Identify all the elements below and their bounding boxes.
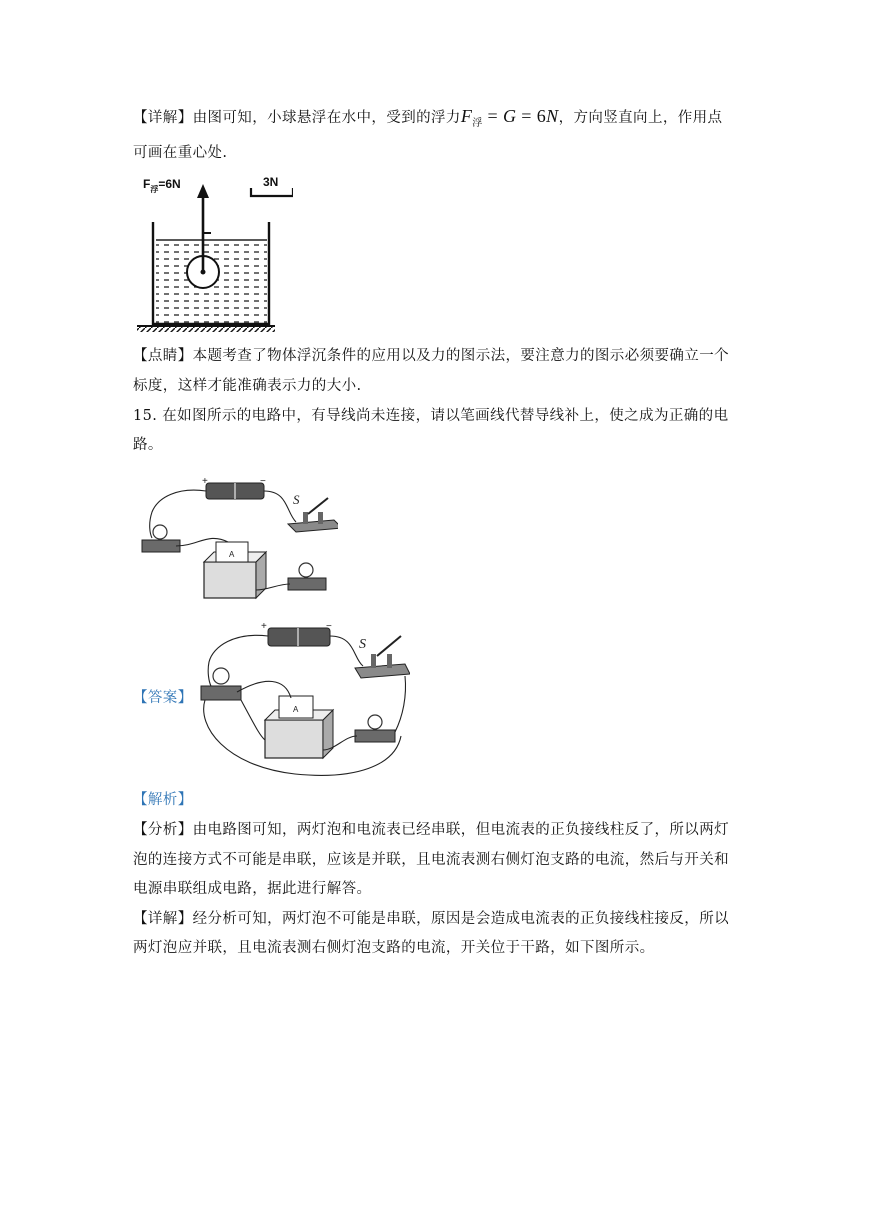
wire-battery-switch (264, 491, 296, 522)
question15-line2: 路。 (133, 437, 163, 453)
detail1-line2: 可画在重心处. (133, 145, 228, 161)
ammeter-label: A (229, 550, 235, 559)
answer-switch-base (355, 664, 410, 678)
right-bulb (299, 563, 313, 577)
answer-wire-6 (241, 700, 265, 740)
answer-ammeter-body (265, 720, 323, 758)
answer-label: 【答案】 (133, 690, 193, 706)
comment-line2: 标度，这样才能准确表示力的大小. (133, 378, 362, 394)
ammeter-body (204, 562, 256, 598)
switch-post (303, 512, 308, 524)
detail1-line1 (133, 106, 722, 130)
right-bulb-base (288, 578, 326, 590)
battery-plus-label: + (202, 476, 208, 487)
buoyancy-arrow-head (197, 184, 209, 198)
question15-line1: 15. 在如图所示的电路中，有导线尚未连接，请以笔画线代替导线补上，使之成为正确的电 (133, 408, 729, 424)
floating-ball-diagram (133, 172, 293, 336)
answer-battery (268, 628, 330, 646)
floating-ball-figure (133, 172, 293, 336)
scale-bracket (251, 188, 293, 196)
answer-battery-minus: − (326, 621, 332, 632)
left-bulb (153, 525, 167, 539)
battery-minus-label: − (260, 476, 266, 487)
detail1-prefix: 【详解】由图可知，小球悬浮在水中，受到的浮力 (133, 110, 461, 126)
detail1-suffix: ，方向竖直向上，作用点 (558, 110, 723, 126)
analysis-detail-line2: 两灯泡应并联，且电流表测右侧灯泡支路的电流，开关位于干路，如下图所示。 (133, 940, 655, 956)
switch-label: S (293, 492, 300, 507)
circuit-answer-diagram (195, 616, 410, 782)
circuit-question-diagram (138, 472, 338, 600)
ground-hatch (137, 326, 275, 332)
switch-lever (308, 498, 328, 514)
answer-ammeter-label: A (293, 705, 299, 714)
answer-left-bulb (213, 668, 229, 684)
answer-battery-plus: + (261, 621, 267, 632)
analysis-label: 【解析】 (133, 792, 193, 808)
answer-left-bulb-base (201, 686, 241, 700)
left-bulb-base (142, 540, 180, 552)
comment-line1: 【点睛】本题考查了物体浮沉条件的应用以及力的图示法，要注意力的图示必须要确立一个 (133, 348, 729, 364)
answer-switch-lever (377, 636, 401, 656)
analysis-fenxi-line3: 电源串联组成电路，据此进行解答。 (133, 881, 372, 897)
analysis-fenxi-line2: 泡的连接方式不可能是串联，应该是并联，且电流表测右侧灯泡支路的电流，然后与开关和 (133, 852, 729, 868)
analysis-detail-line1: 【详解】经分析可知，两灯泡不可能是串联，原因是会造成电流表的正负接线柱接反，所以 (133, 911, 729, 927)
answer-right-bulb-base (355, 730, 395, 742)
buoyancy-formula: $F_浮 = G = 6N$ (460, 106, 559, 129)
answer-switch-label: S (359, 637, 366, 652)
scale-label: 3N (263, 175, 279, 189)
analysis-fenxi-line1: 【分析】由电路图可知，两灯泡和电流表已经串联，但电流表的正负接线柱反了，所以两灯 (133, 822, 729, 838)
force-label: $F_浮=6N$ (143, 177, 181, 194)
answer-right-bulb (368, 715, 382, 729)
circuit-answer-figure (195, 616, 410, 782)
circuit-question-figure (138, 472, 338, 600)
answer-wire-7 (395, 676, 406, 732)
